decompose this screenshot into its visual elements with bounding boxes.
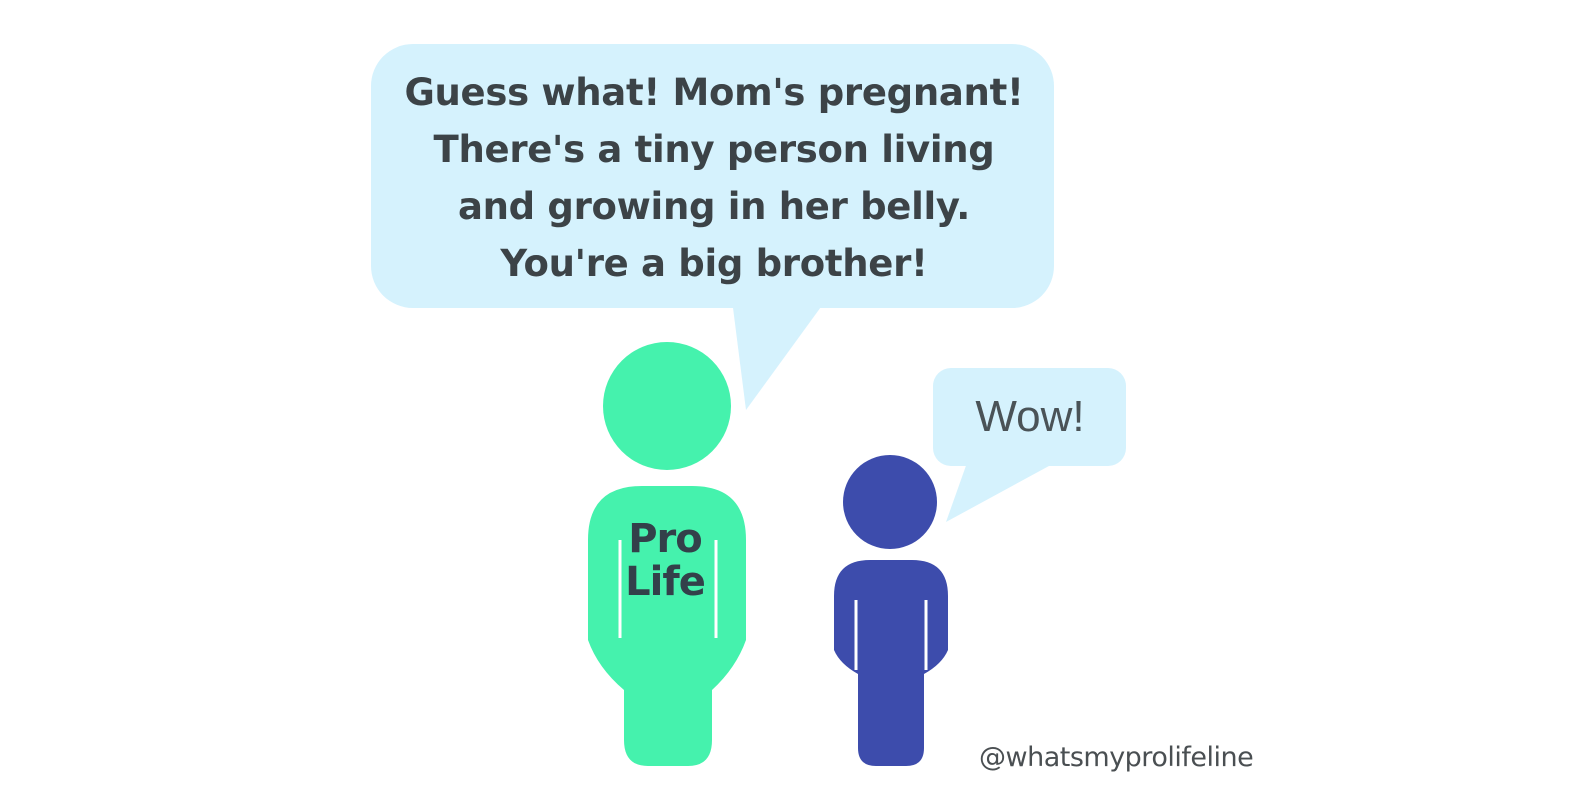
parent-head <box>603 342 731 470</box>
shirt-line-2: Life <box>625 559 705 605</box>
child-body <box>834 560 948 766</box>
speech-line-1: Guess what! Mom's pregnant! <box>404 71 1024 114</box>
speech-line-3: and growing in her belly. <box>457 185 971 228</box>
child-head <box>843 455 937 549</box>
child-figure <box>834 455 948 766</box>
shirt-line-1: Pro <box>628 516 702 562</box>
speech-bubble-large-text <box>375 64 1053 292</box>
speech-bubble-small-text: Wow! <box>975 392 1085 441</box>
speech-line-4: You're a big brother! <box>500 242 928 285</box>
shirt-slogan <box>610 518 720 604</box>
credit-handle: @whatsmyprolifeline <box>979 742 1254 773</box>
speech-line-2: There's a tiny person living <box>433 128 995 171</box>
